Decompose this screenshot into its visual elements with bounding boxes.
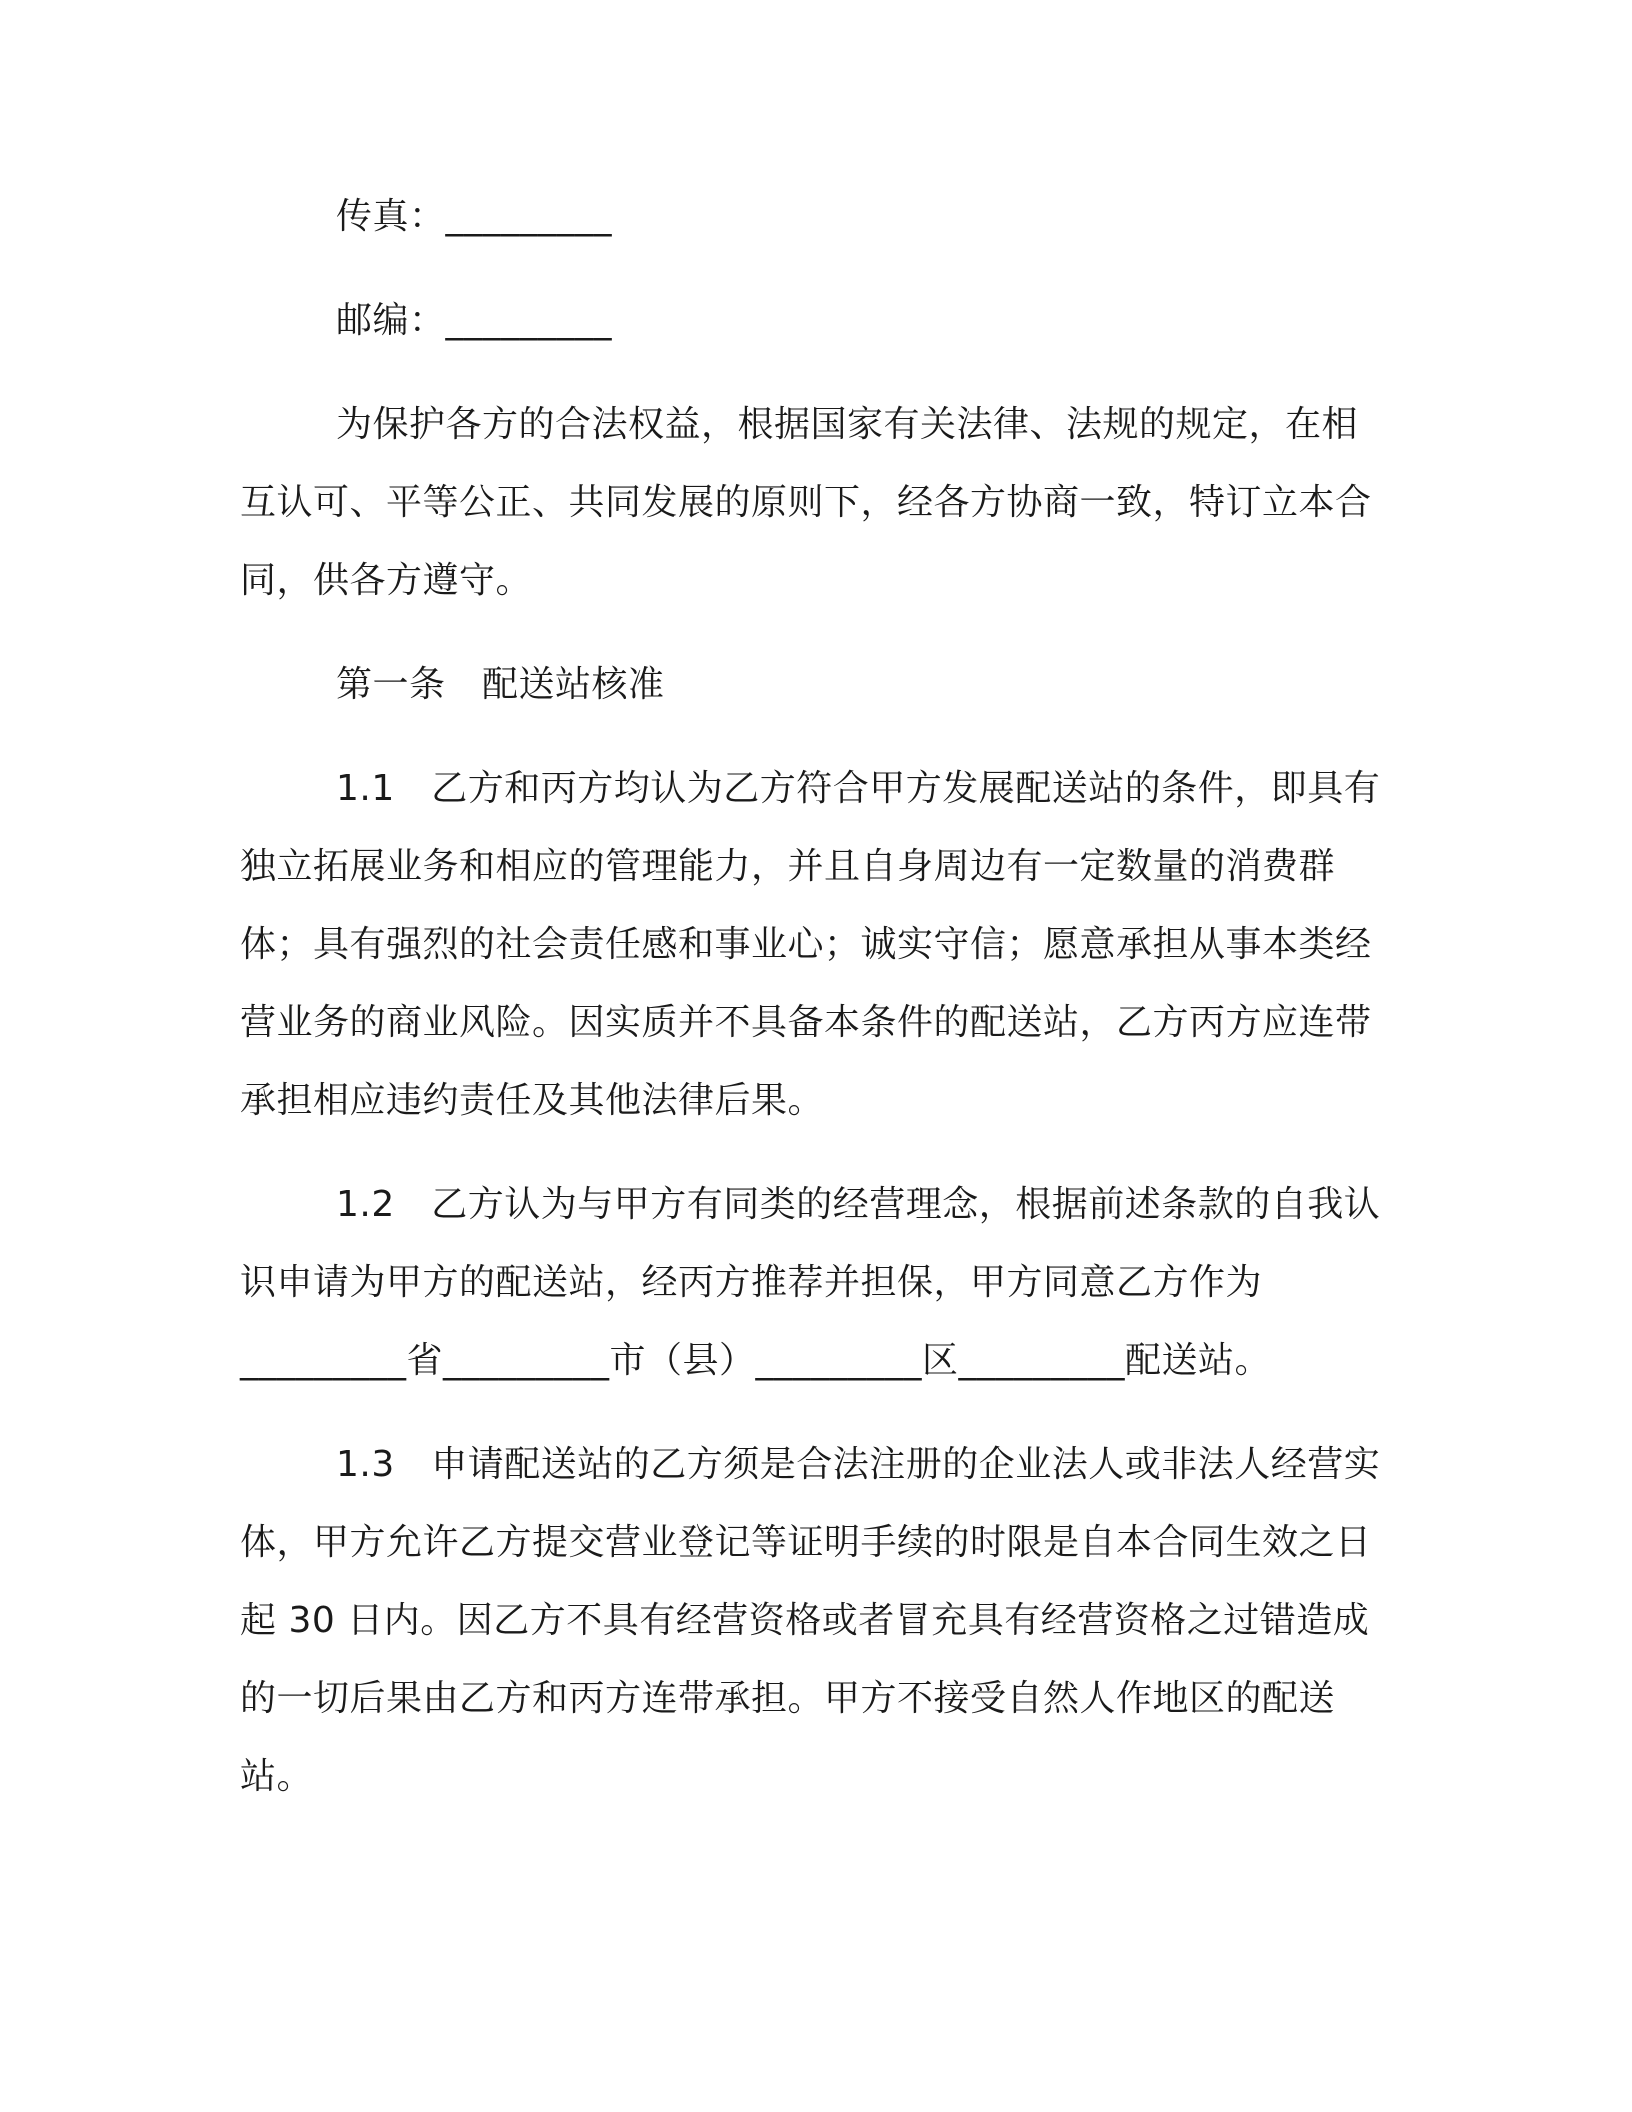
document-body [240, 178, 1392, 1842]
clause-1-1 [240, 750, 1392, 1140]
preamble-paragraph: 为保护各方的合法权益，根据国家有关法律、法规的规定，在相互认可、平等公正、共同发展的原则下，经各方协商一致，特订立本合同，供各方遵守。 [240, 404, 1372, 601]
clause-1-3-number: 1.3 [336, 1444, 432, 1485]
fax-line: 传真：_________ [336, 196, 613, 237]
clause-1-1-number: 1.1 [336, 768, 432, 809]
clause-1-3-text: 申请配送站的乙方须是合法注册的企业法人或非法人经营实体，甲方允许乙方提交营业登记等证明手续的时限是自本合同生效之日起 30 日内。因乙方不具有经营资格或者冒充具有经营资格之过错造成的一切后果由乙方和丙方连带承担。甲方不接受自然人作地区的配送站。 [240, 1444, 1381, 1797]
clause-1-2-number: 1.2 [336, 1184, 432, 1225]
clause-1-2-location-blanks: _________省_________市（县）_________区_________配送站。 [240, 1340, 1272, 1381]
clause-1-2 [240, 1166, 1392, 1400]
clause-1-1-text: 乙方和丙方均认为乙方符合甲方发展配送站的条件，即具有独立拓展业务和相应的管理能力，并且自身周边有一定数量的消费群体；具有强烈的社会责任感和事业心；诚实守信；愿意承担从事本类经营业务的商业风险。因实质并不具备本条件的配送站，乙方丙方应连带承担相应违约责任及其他法律后果。 [240, 768, 1381, 1121]
clause-1-3 [240, 1426, 1392, 1816]
postcode-line: 邮编：_________ [336, 300, 613, 341]
clause-1-2-text: 乙方认为与甲方有同类的经营理念，根据前述条款的自我认识申请为甲方的配送站，经丙方推荐并担保，甲方同意乙方作为 [240, 1184, 1381, 1303]
article-1-heading: 第一条 配送站核准 [336, 664, 665, 705]
